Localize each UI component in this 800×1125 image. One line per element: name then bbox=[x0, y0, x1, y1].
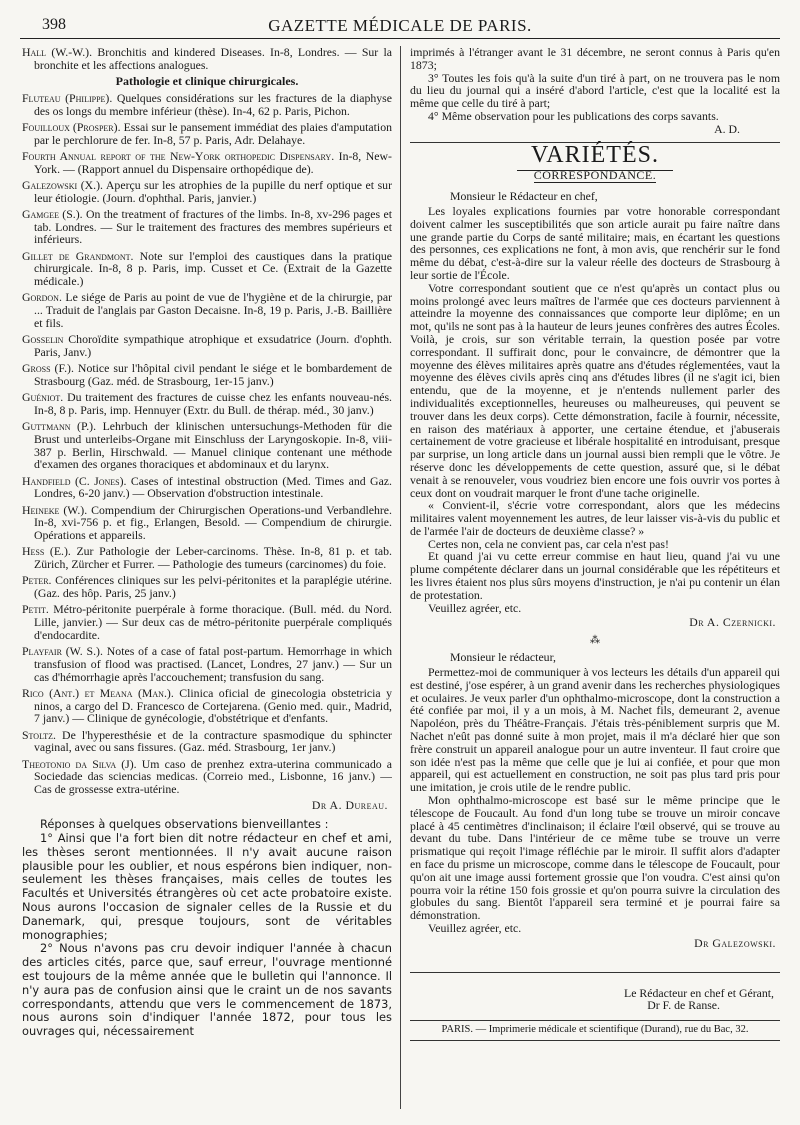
entry-text: Du traitement des fractures de cuisse chez les enfants nouveau-nés. In-8, 8 p. Paris, imp. Hennuyer (Extr. du Bull. de thérap. méd., 30 janv.) bbox=[34, 390, 392, 417]
letter-paragraph: Les loyales explications fournies par votre honorable correspondant doivent calmer les susceptibilités que son article aurait pu faire naître dans une grande partie du Corps de santé militaire; mais, en écartant les questions des personnes, ces explications ne font, à mon avis, que renchérir sur le fond même du débat, c'est-à-dire sur la valeur réelle des docteurs de Strasbourg à leur sortie de l'École. bbox=[410, 203, 780, 282]
entry-author: Rico (Ant.) et Meana (Man.). bbox=[22, 685, 174, 700]
entry-author: Petit. bbox=[22, 602, 49, 617]
bibliography-entry bbox=[22, 687, 392, 725]
letter-paragraph: Certes non, cela ne convient pas, car cela n'est pas! bbox=[428, 536, 669, 551]
editor-block bbox=[410, 972, 780, 1041]
entry-text: Lehrbuch der klinischen untersuchungs-Methoden für die Brust und unterleibs-Organe mit Einschluss der Laryngoskopie. In-8, viii-387 p. Berlin, Hirschwald. — Manuel clinique contenant une méthode d'examen des organes thoraciques et abdominaux et du larynx. bbox=[34, 419, 392, 472]
varietes-heading: VARIÉTÉS. bbox=[410, 149, 780, 162]
bibliography-list-a bbox=[22, 46, 392, 72]
continuation-paragraph: imprimés à l'étranger avant le 31 décembre, ne seront connus à Paris qu'en 1873; bbox=[410, 46, 780, 72]
bibliography-entry bbox=[22, 291, 392, 329]
entry-author: Fouilloux (Prosper). bbox=[22, 119, 121, 134]
entry-author: Playfair (W. S.). bbox=[22, 644, 103, 659]
salutation: Monsieur le rédacteur, bbox=[450, 650, 556, 665]
bibliography-entry bbox=[22, 179, 392, 205]
reply-notes bbox=[22, 818, 392, 1039]
letter-paragraph: Votre correspondant soutient que ce n'est qu'après un contact plus ou moins prolongé avec leurs maîtres de l'armée que ces docteurs parviennent à atteindre la moyenne des connaissances que comporte leur diplôme; en un mot, qu'ils ne sont pas à la hauteur de leurs jeunes confrères des autres Écoles. Voilà, je crois, sur son véritable terrain, la question posée par votre correspondant. Il suffirait donc, pour le convaincre, de démontrer que la moyenne des élèves militaires après quatre ans d'études réglementées, vaut la moyenne des élèves civils après cinq ans d'études libres (il ne s'agit ici, bien entendu, que de la moyenne, et je n'entends nullement parler des individualités exceptionnelles, heureuses ou malheureuses, qui peuvent se trouver dans les deux corps). Cette démonstration, facile à fournir, nécessite, en raison des matériaux à apporter, une certaine étendue, et j'abuserais certainement de votre gracieuse et libérale hospitalité en introduisant, presque par surprise, un long article dans un journal aussi bien rempli que le vôtre. Je réserve donc les développements de cette question, assuré que, si le débat venait à se renouveler, vous voudriez bien encore une fois ouvrir vos portes à ceux dont on voudrait marquer le front d'une tache originelle. bbox=[410, 280, 780, 500]
salutation: Monsieur le Rédacteur en chef, bbox=[450, 189, 598, 204]
entry-text: Conférences cliniques sur les pelvi-péritonites et la paraplégie utérine. (Gaz. des hôp. Paris, 25 janv.) bbox=[34, 573, 392, 601]
entry-author: Guéniot. bbox=[22, 390, 64, 405]
entry-text: Essai sur le pansement immédiat des plaies d'amputation par le perchlorure de fer. In-8, 57 p. Paris, Adr. Delahaye. bbox=[34, 119, 392, 147]
entry-text: Cases of intestinal obstruction (Med. Times and Gaz. Londres, 6-20 janv.) — Observation d'obstruction intestinale. bbox=[34, 473, 392, 501]
letter-paragraph: Et quand j'ai vu cette erreur commise en haut lieu, quand j'ai vu une plume compétente déclarer dans un journal considérable que les répétiteurs et les livres étaient nos plus sûrs moyens d'instruction, je n'ai pu contenir un élan de protestation. bbox=[410, 549, 780, 602]
entry-author: Galezowski (X.). bbox=[22, 177, 104, 192]
entry-author: Guttmann (P.). bbox=[22, 419, 97, 434]
bibliography-entry bbox=[22, 758, 392, 796]
entry-author: Theotonio da Silva (J). bbox=[22, 756, 137, 771]
entry-text: Le siége de Paris au point de vue de l'hygiène et de la chirurgie, par ... Traduit de l'anglais par Gaston Decaisne. In-8, 19 p. Paris, J.-B. Baillière et fils. bbox=[34, 290, 392, 330]
entry-text: Quelques considérations sur les fractures de la diaphyse des os longs du membre inférieur (thèse). In-4, 62 p. Paris, Pichon. bbox=[34, 90, 392, 118]
entry-text: Clinica oficial de ginecologia obstetricia y ninos, a cargo del D. Francesco de Cortejarena. (Genio med. quir., Madrid, 7 janv.) — Clinique de gynécologie, d'obstétrique et d'enfants. bbox=[34, 685, 392, 726]
continuation-paragraph: 4° Même observation pour les publications des corps savants. bbox=[428, 108, 719, 123]
entry-author: Gross (F.). bbox=[22, 361, 74, 376]
entry-author: Stoltz. bbox=[22, 727, 56, 742]
continuation-paragraph: 3° Toutes les fois qu'à la suite d'un tiré à part, on ne trouvera pas le nom du lieu du journal qui a inséré d'abord l'article, c'est que la localité est la même que celle du tiré à part; bbox=[410, 70, 780, 111]
bibliography-entry bbox=[22, 150, 392, 176]
entry-author: Gamgee (S.). bbox=[22, 206, 83, 221]
printer-imprint: PARIS. — Imprimerie médicale et scientifique (Durand), rue du Bac, 32. bbox=[410, 1020, 780, 1041]
running-header bbox=[20, 12, 780, 39]
section-title: Pathologie et clinique chirurgicales. bbox=[115, 73, 299, 88]
letter-paragraph: Veuillez agréer, etc. bbox=[428, 921, 522, 935]
entry-text: Métro-péritonite puerpérale à forme thoracique. (Bull. méd. du Nord. Lille, janvier.) — Sur deux cas de métro-péritonite puerpérale compliqués d'endocardite. bbox=[34, 602, 392, 642]
bibliography-entry bbox=[22, 121, 392, 147]
reply-paragraph: 2° Nous n'avons pas cru devoir indiquer l'année à chacun des articles cités, parce que, sauf erreur, l'ouvrage mentionné est toujours de la même année que le bulletin qui l'annonce. Il n'y aura pas de confusion ainsi que le craint un de nos savants correspondants, attendu que vers le commencement de 1873, nous aurons soin d'indiquer l'année 1872, pour tous les ouvrages qui, nécessairement bbox=[22, 941, 392, 1039]
bibliography-entry bbox=[22, 475, 392, 501]
bibliography-entry bbox=[22, 208, 392, 246]
entry-author: Hall (W.-W.). bbox=[22, 46, 93, 59]
bibliography-entry bbox=[22, 92, 392, 118]
entry-text: Aperçu sur les atrophies de la pupille du nerf optique et sur leur étiologie. (Journ. d'ophthal. Paris, janvier.) bbox=[34, 177, 392, 205]
correspondance-heading: CORRESPONDANCE. bbox=[533, 168, 657, 183]
letter-czernicki bbox=[410, 205, 780, 615]
bibliography-entry bbox=[22, 574, 392, 600]
entry-text: On the treatment of fractures of the limbs. In-8, xv-296 pages et tab. Londres. — Sur le traitement des fractures des membres supérieurs et inférieurs. bbox=[34, 206, 392, 247]
entry-author: Fourth Annual report of the New-York orthopedic Dispensary. bbox=[22, 148, 335, 163]
bibliography-entry bbox=[22, 420, 392, 471]
entry-author: Gosselin bbox=[22, 332, 64, 347]
entry-author: Heineke (W.). bbox=[22, 502, 88, 517]
bibliography-entry bbox=[22, 729, 392, 755]
entry-text: Notes of a case of fatal post-partum. Hemorrhage in which transfusion of flood was practised. (Lancet, Londres, 27 janv.) — Sur un cas d'hémorrhagie après l'accouchement; transfusion du sang. bbox=[34, 644, 392, 684]
signature-dureau: Dr A. Dureau. bbox=[311, 798, 388, 813]
page-number: 398 bbox=[42, 16, 66, 33]
editor-line: Le Rédacteur en chef et Gérant, bbox=[624, 985, 774, 1000]
varietes-section bbox=[410, 142, 780, 183]
bibliography-entry bbox=[22, 46, 392, 72]
bibliography-entry bbox=[22, 362, 392, 388]
entry-author: Gordon. bbox=[22, 290, 62, 305]
bibliography-entry bbox=[22, 333, 392, 359]
entry-text: Note sur l'emploi des caustiques dans la pratique chirurgicale. In-8, 8 p. Paris, imp. Cusset et Ce. (Extrait de la Gazette médicale.) bbox=[34, 248, 392, 289]
bibliography-entry bbox=[22, 250, 392, 288]
journal-title: GAZETTE MÉDICALE DE PARIS. bbox=[268, 16, 532, 35]
column-divider bbox=[400, 46, 401, 1109]
entry-author: Peter. bbox=[22, 573, 52, 588]
editor-name: Dr F. de Ranse. bbox=[647, 998, 720, 1013]
entry-text: Bronchitis and kindered Diseases. In-8, Londres. — Sur la bronchite et les affections analogues. bbox=[34, 46, 392, 72]
signature-czernicki: Dr A. Czernicki. bbox=[689, 615, 776, 630]
entry-text: Notice sur l'hôpital civil pendant le siége et le bombardement de Strasbourg (Gaz. méd. de Strasbourg, 1er-15 janv.) bbox=[34, 361, 392, 388]
reply-paragraph: 1° Ainsi que l'a fort bien dit notre rédacteur en chef et ami, les thèses seront mentionnées. Il n'y avait aucune raison plausible pour les oublier, et nous espérons bien indiquer, non-seulement les thèses françaises, mais celles de toutes les Facultés et Universités étrangères où cet acte probatoire existe. Nous aurons l'occasion de signaler celles de la Russie et du Danemark, qui, presque toujours, sont de véritables monographies; bbox=[22, 831, 392, 942]
bibliography-list-b bbox=[22, 92, 392, 796]
entry-author: Handfield (C. Jones). bbox=[22, 473, 127, 488]
bibliography-entry bbox=[22, 391, 392, 417]
entry-author: Hess (E.). bbox=[22, 544, 71, 559]
reply-heading: Réponses à quelques observations bienveillantes : bbox=[40, 817, 329, 832]
bibliography-entry bbox=[22, 645, 392, 683]
bibliography-entry bbox=[22, 603, 392, 641]
right-column bbox=[410, 46, 780, 1109]
entry-author: Fluteau (Philippe). bbox=[22, 90, 113, 105]
letter-paragraph: Permettez-moi de communiquer à vos lecteurs les détails d'un appareil qui est destiné, j'ose espérer, à un grand avenir dans les recherches physiologiques et oculaires. Je veux parler d'un ophthalmo-microscope, dont la construction a été confiée par moi, il y a un mois, à M. Nachet fils, demeurant 2, avenue Napoléon, près du Théâtre-Français. J'étais très-péniblement surpris que M. Nachet n'eût pas donné suite à mon projet, mais il m'a déclaré hier que son frère construit un appareil analogue pour un autre inventeur. Il faut croire que son idée n'est pas la même que celle que je lui ai confiée, et pour que mon appareil, qui est actuellement en construction, ne soit pas plus tard pris pour une imitation, je crois utile de le rendre public. bbox=[410, 665, 780, 795]
entry-text: Zur Pathologie der Leber-carcinoms. Thèse. In-8, 81 p. et tab. Zürich, Zürcher et Furrer. — Pathologie des tumeurs (carcinomes) du foie. bbox=[34, 544, 392, 572]
letter-paragraph: Mon ophthalmo-microscope est basé sur le même principe que le télescope de Foucault. Au fond d'un long tube se trouve un miroir concave placé à 45 centimètres d'inclinaison; il éclaire l'œil observé, qui se trouve au devant du tube. Dans l'intérieur de ce même tube se trouve un verre prismatique qui reçoit l'image réfléchie par le miroir. Il suffit alors d'adapter en face du prisme un microscope, comme dans le télescope de Foucault, pour qu'on ait une image aussi fortement grossie que l'on voudra. C'est ainsi qu'on pourra voir la rétine 150 fois grossie et qu'on pourra suivre la circulation des globules du sang. Bientôt l'appareil sera terminé et je pourrai faire sa démonstration. bbox=[410, 793, 780, 923]
initials-signature: A. D. bbox=[714, 121, 740, 136]
entry-text: Compendium der Chirurgischen Operations-und Verbandlehre. In-8, xvi-756 p. et fig., Erlangen, Besold. — Compendium de chirurgie. Opérations et appareils. bbox=[34, 502, 392, 543]
bibliography-entry bbox=[22, 545, 392, 571]
asterism-separator: ⁂ bbox=[590, 635, 600, 647]
entry-text: De l'hyperesthésie et de la contracture spasmodique du sphincter vaginal, avec ou sans fissures. (Gaz. méd. Strasbourg, 1er janv.) bbox=[34, 727, 392, 755]
letter-galezowski bbox=[410, 666, 780, 935]
letter-paragraph: « Convient-il, s'écrie votre correspondant, alors que les médecins militaires valent moyennement les autres, de leur laisser vis-à-vis du public et de l'armée l'air de docteurs de deuxième classe? » bbox=[410, 498, 780, 538]
entry-text: In-8, New-York. — (Rapport annuel du Dispensaire orthopédique de). bbox=[34, 148, 392, 176]
signature-galezowski: Dr Galezowski. bbox=[694, 935, 776, 950]
letter-paragraph: Veuillez agréer, etc. bbox=[428, 600, 522, 615]
entry-author: Gillet de Grandmont. bbox=[22, 248, 134, 263]
entry-text: Um caso de prenhez extra-uterina communicado a Sociedade das sciencias medicas. (Correio med., Lisbonne, 16 janv.) — Cas de grossesse extra-utérine. bbox=[34, 756, 392, 797]
bibliography-entry bbox=[22, 504, 392, 542]
left-column bbox=[22, 46, 392, 1109]
entry-text: Choroïdite sympathique atrophique et exsudatrice (Journ. d'ophth. Paris, Janv.) bbox=[34, 332, 392, 359]
